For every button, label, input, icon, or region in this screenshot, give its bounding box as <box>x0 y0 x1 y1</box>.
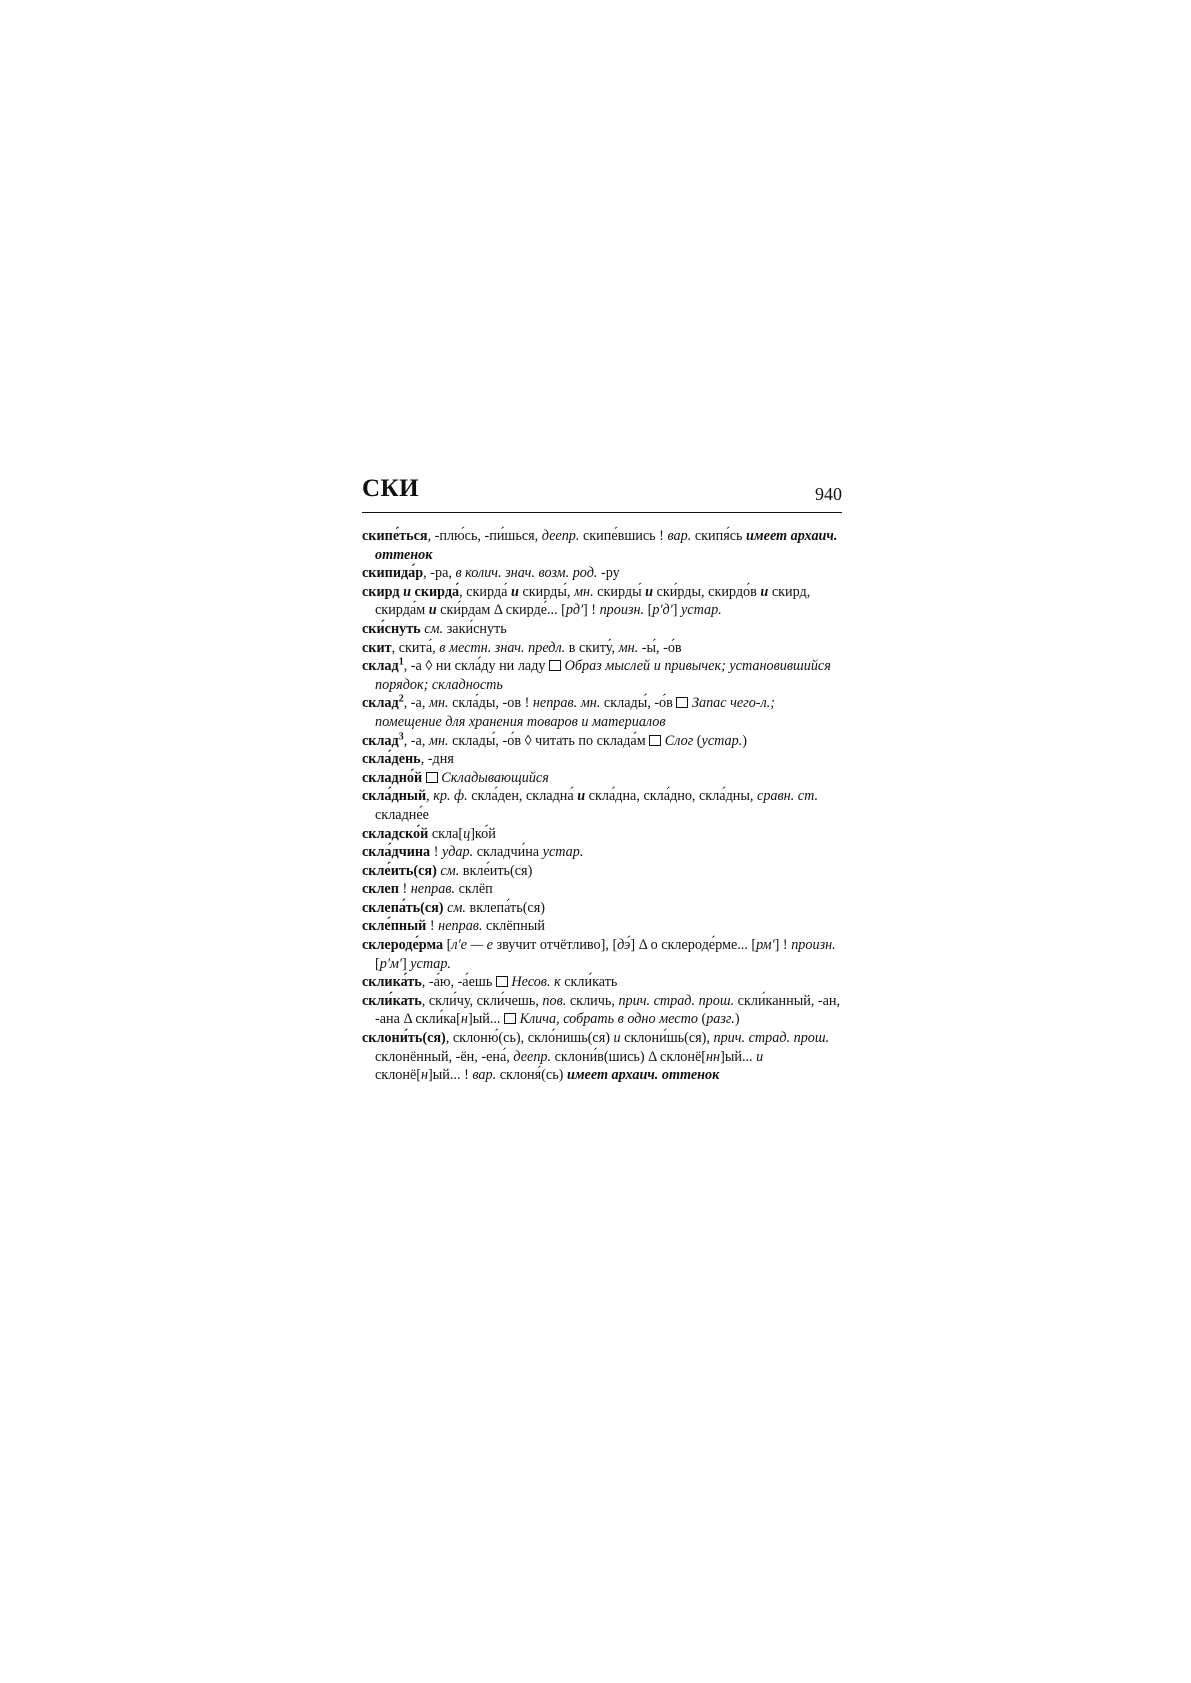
note-italic: неправ. <box>410 881 456 898</box>
entry-text: , -а, <box>403 695 429 712</box>
entry-text: , -ра, <box>423 565 456 582</box>
dictionary-entry <box>362 936 842 973</box>
definition-box-icon <box>504 1013 516 1024</box>
note-italic: устар. <box>410 955 451 972</box>
note-bold-italic: и <box>399 583 415 600</box>
headword: скла́дный <box>362 788 427 805</box>
dictionary-entry <box>362 843 842 862</box>
definition-box-icon <box>676 697 688 708</box>
entry-text: склонённый, -ён, -ена́, <box>375 1048 514 1065</box>
headword: скирд <box>362 583 400 600</box>
entry-text: скирды́ <box>593 583 646 600</box>
note-bold-italic: и <box>760 583 769 600</box>
definition-box-icon <box>649 735 661 746</box>
note-italic: сравн. ст. <box>757 788 819 805</box>
dictionary-entry <box>362 862 842 881</box>
note-italic: неправ. мн. <box>532 695 601 712</box>
entry-text: склёп <box>455 881 493 898</box>
entry-text: [ <box>375 955 380 972</box>
dictionary-entry <box>362 992 842 1029</box>
entry-text: склонё[ <box>375 1067 421 1084</box>
entry-text: [ <box>443 937 452 954</box>
entry-text: склады́, -о́в <box>600 695 677 712</box>
entry-text: ! <box>430 844 442 861</box>
note-italic: Несов. <box>511 974 551 991</box>
note-italic: устар. <box>701 732 743 749</box>
dictionary-entry <box>362 880 842 899</box>
headword: склепа́ть(ся) <box>362 899 444 916</box>
entry-text: ] ! <box>774 937 792 954</box>
headword: скипида́р <box>362 565 424 582</box>
entry-text: ) <box>742 732 747 749</box>
note-bold-italic: и <box>511 583 519 600</box>
headword: скла́день <box>362 751 421 768</box>
note-italic: Слог <box>664 732 694 749</box>
entry-text: ] ! <box>583 602 600 619</box>
entry-text: ]ый... ! <box>428 1067 473 1084</box>
entry-text: ) <box>734 1011 740 1028</box>
headword: склеп <box>362 881 399 898</box>
note-italic: р'м' <box>379 955 402 972</box>
entry-text: ] Δ о склероде́рме... [ <box>630 937 757 954</box>
dictionary-entry <box>362 639 842 658</box>
headword: склад <box>362 658 399 675</box>
note-italic: дэ́ <box>617 937 631 954</box>
note-bold-italic: имеет архаич. оттенок <box>566 1067 720 1084</box>
note-italic: нн <box>706 1048 721 1065</box>
note-italic: произн. <box>599 602 645 619</box>
headword: скипе́ться <box>362 528 428 544</box>
note-italic: в местн. знач. предл. <box>439 639 566 656</box>
entry-text: ( <box>697 1011 707 1028</box>
dictionary-entry <box>362 750 842 769</box>
note-italic: Запас чего-л.; помещение для хранения товаров и материалов <box>375 695 775 730</box>
entry-text: вкле́ить(ся) <box>459 862 533 879</box>
note-italic: деепр. <box>513 1048 552 1065</box>
entry-text: скла́ден, складна́ <box>467 788 578 805</box>
entry-text: склады́, -о́в ◊ читать по склада́м <box>448 732 650 749</box>
definition-box-icon <box>496 976 508 987</box>
headword: скле́ить(ся) <box>362 862 437 879</box>
headword: склад <box>362 695 399 712</box>
note-italic: рд' <box>565 602 584 619</box>
note-italic: и <box>756 1048 764 1065</box>
entry-text: , скирда́ <box>459 583 511 600</box>
headword: склад <box>362 732 399 749</box>
page-header <box>362 475 842 510</box>
header-rule <box>362 512 842 513</box>
note-italic: Образ мыслей и привычек; установившийся порядок; складность <box>375 658 831 693</box>
note-italic: произн. <box>791 937 836 954</box>
entry-text: скипе́вшись ! <box>579 528 668 544</box>
entry-text: вклепа́ть(ся) <box>465 899 545 916</box>
note-italic: л'е — е <box>451 937 493 954</box>
note-italic: разг. <box>706 1011 735 1028</box>
entry-text: ски́рды, скирдо́в <box>653 583 761 600</box>
entry-text: звучит отчётливо], [ <box>492 937 618 954</box>
note-italic: см. <box>447 899 466 916</box>
entry-text: ( <box>693 732 702 749</box>
note-bold-italic: и <box>577 788 586 805</box>
dictionary-entry <box>362 973 842 992</box>
headword: скит <box>362 639 392 656</box>
note-italic: рм' <box>756 937 775 954</box>
dictionary-entry <box>362 732 842 751</box>
entry-text: , -дня <box>420 751 454 768</box>
entry-text: скирд, скирда́м <box>375 583 811 619</box>
definition-box-icon <box>426 772 438 783</box>
note-italic: мн. <box>428 732 449 749</box>
note-italic: и <box>613 1030 621 1047</box>
note-italic: н <box>460 1011 468 1028</box>
entry-text: , -а ◊ ни скла́ду ни ладу <box>403 658 550 675</box>
note-italic: прич. страд. прош. <box>618 992 735 1009</box>
homonym-index: 1 <box>398 656 404 668</box>
headword: склони́ть(ся) <box>362 1030 446 1047</box>
headword: склероде́рма <box>362 937 444 954</box>
note-italic: мн. <box>573 583 594 600</box>
note-italic: деепр. <box>541 528 580 544</box>
note-bold-italic: имеет архаич. оттенок <box>375 528 838 563</box>
headword: скле́пный <box>362 918 427 935</box>
note-italic: ц <box>463 825 471 842</box>
entry-text: , -плю́сь, -пи́шься, <box>427 528 542 544</box>
note-italic: в колич. знач. возм. род. <box>455 565 598 582</box>
entry-text: склони́в(шись) Δ склонё[ <box>551 1048 707 1065</box>
entry-text: , -а, <box>403 732 429 749</box>
dictionary-entry <box>362 899 842 918</box>
entry-text: складчи́на <box>473 844 543 861</box>
dictionary-entry <box>362 917 842 936</box>
dictionary-entry <box>362 564 842 583</box>
dictionary-entry <box>362 1029 842 1085</box>
entry-text: -ру <box>597 565 620 582</box>
entry-text: скипя́сь <box>691 528 747 544</box>
headword: склика́ть <box>362 974 422 991</box>
dictionary-page <box>362 475 842 1085</box>
note-italic: см. <box>424 620 444 637</box>
note-italic: вар. <box>667 528 692 544</box>
homonym-index: 3 <box>398 730 404 742</box>
note-italic: Клича, собрать в одно место <box>519 1011 698 1028</box>
note-italic: к <box>554 974 561 991</box>
entry-text: складне́е <box>375 806 429 823</box>
entry-text: , -а́ю, -а́ешь <box>421 974 496 991</box>
entry-text: скли́кать <box>560 974 618 991</box>
entry-text: скличь, <box>566 992 619 1009</box>
entry-text: , скита́, <box>391 639 440 656</box>
entry-list <box>362 527 842 1085</box>
dictionary-entry <box>362 657 842 694</box>
note-italic: устар. <box>680 602 722 619</box>
note-italic: н <box>420 1067 429 1084</box>
entry-text: заки́снуть <box>443 620 507 637</box>
entry-text: скли́канный, -ан, -ана Δ скли́ка[ <box>375 992 841 1028</box>
note-italic: мн. <box>428 695 449 712</box>
note-italic: устар. <box>542 844 584 861</box>
entry-text: скирды́, <box>518 583 574 600</box>
entry-text: , склоню́(сь), скло́нишь(ся) <box>445 1030 614 1047</box>
dictionary-entry <box>362 825 842 844</box>
dictionary-entry <box>362 527 842 564</box>
definition-box-icon <box>549 660 561 671</box>
note-italic: пов. <box>542 992 567 1009</box>
note-italic: см. <box>440 862 460 879</box>
entry-text: ски́рдам Δ скирде́... [ <box>436 602 566 619</box>
entry-text: ]ый... <box>720 1048 757 1065</box>
headword: скли́кать <box>362 992 422 1009</box>
running-head: СКИ <box>362 475 420 502</box>
note-italic: прич. страд. прош. <box>713 1030 830 1047</box>
entry-text: , скли́чу, скли́чешь, <box>421 992 543 1009</box>
entry-text: [ <box>644 602 653 619</box>
entry-text: ]ко́й <box>470 825 496 842</box>
headword: скирда́ <box>414 583 460 600</box>
entry-text: ! <box>426 918 439 935</box>
dictionary-entry <box>362 620 842 639</box>
headword: складско́й <box>362 825 429 842</box>
entry-text: ! <box>398 881 411 898</box>
dictionary-entry <box>362 583 842 620</box>
entry-text: , <box>426 788 434 805</box>
dictionary-entry <box>362 787 842 824</box>
entry-text: в скиту́, <box>565 639 619 656</box>
note-italic: кр. ф. <box>433 788 468 805</box>
headword: складно́й <box>362 769 423 786</box>
note-bold-italic: и <box>645 583 654 600</box>
note-italic: Складывающийся <box>441 769 549 786</box>
entry-text: склони́шь(ся), <box>620 1030 714 1047</box>
homonym-index: 2 <box>398 693 404 705</box>
entry-text: скла[ <box>428 825 464 842</box>
note-italic: вар. <box>472 1067 497 1084</box>
note-italic: мн. <box>618 639 639 656</box>
note-italic: удар. <box>441 844 474 861</box>
headword: ски́снуть <box>362 620 421 637</box>
dictionary-entry <box>362 694 842 731</box>
entry-text: скла́ды, -ов ! <box>448 695 533 712</box>
entry-text: склоня́(сь) <box>496 1067 567 1084</box>
headword: скла́дчина <box>362 844 431 861</box>
entry-text: ] <box>672 602 681 619</box>
page-number: 940 <box>815 484 842 504</box>
entry-text: ]ый... <box>467 1011 505 1028</box>
entry-text: ] <box>401 955 411 972</box>
note-italic: неправ. <box>438 918 483 935</box>
entry-text: скла́дна, скла́дно, скла́дны, <box>585 788 758 805</box>
note-italic: р'д' <box>652 602 673 619</box>
dictionary-entry <box>362 769 842 788</box>
entry-text: -ы́, -о́в <box>638 639 682 656</box>
note-bold-italic: и <box>428 602 437 619</box>
entry-text: склёпный <box>482 918 545 935</box>
